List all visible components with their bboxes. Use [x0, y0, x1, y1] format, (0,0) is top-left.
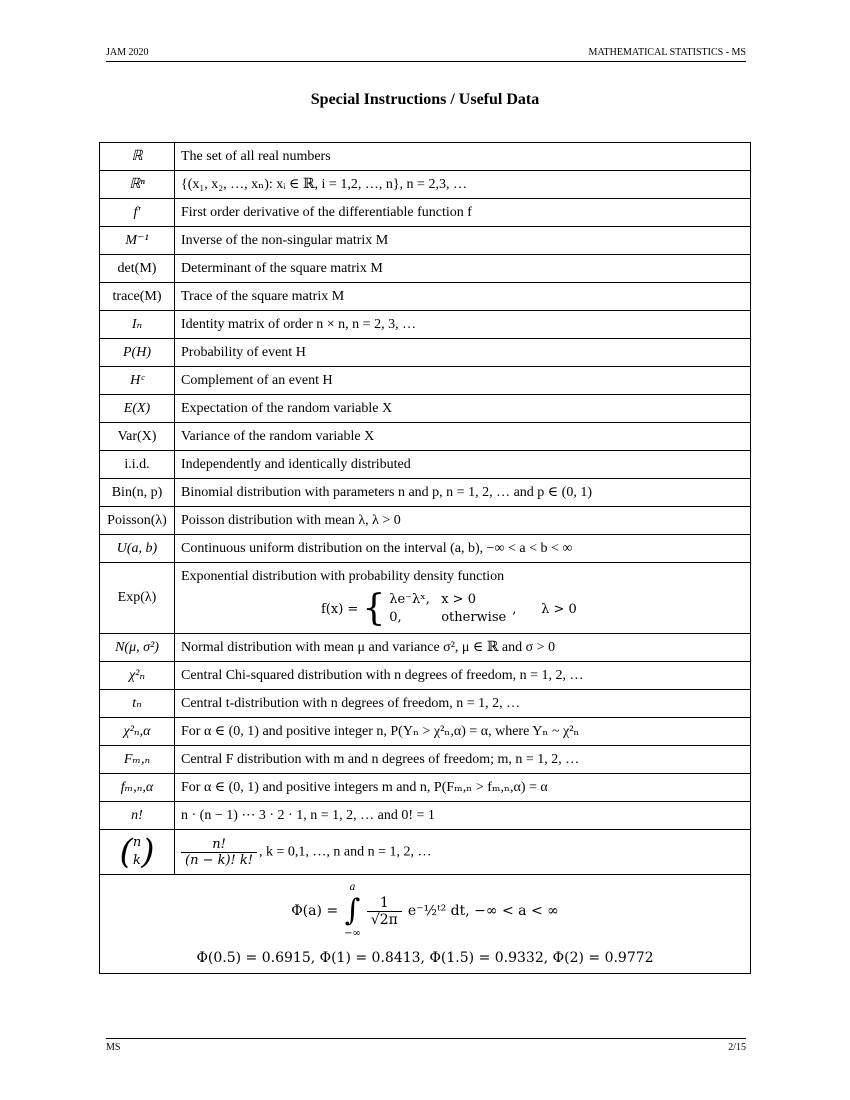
symbol-cell [100, 830, 175, 875]
table-row [100, 774, 751, 802]
description-cell: For α ∈ (0, 1) and positive integers m and n, P(Fₘ,ₙ > fₘ,ₙ,α) = α [175, 774, 751, 802]
symbol-cell: M⁻¹ [100, 227, 175, 255]
symbol-cell: P(H) [100, 339, 175, 367]
table-row [100, 367, 751, 395]
symbol-cell: χ²ₙ,α [100, 718, 175, 746]
symbol-cell: fₘ,ₙ,α [100, 774, 175, 802]
phi-fraction [367, 895, 402, 928]
page-title: Special Instructions / Useful Data [310, 91, 540, 108]
case2-value: 0, [389, 610, 402, 625]
table-row [100, 479, 751, 507]
description-cell: The set of all real numbers [175, 143, 751, 171]
binom-bottom: k [133, 853, 141, 868]
table-row-exp [100, 563, 751, 634]
table-row-binomial-coefficient [100, 830, 751, 875]
table-row [100, 283, 751, 311]
case1-value: λe⁻λˣ, [389, 592, 430, 607]
description-cell: Normal distribution with mean μ and variance σ², μ ∈ ℝ and σ > 0 [175, 634, 751, 662]
symbol-cell: n! [100, 802, 175, 830]
binomial-symbol: ( n k ) [119, 832, 155, 872]
binomial-fraction [181, 837, 257, 868]
description-cell: Continuous uniform distribution on the interval (a, b), −∞ < a < b < ∞ [175, 535, 751, 563]
table-row [100, 451, 751, 479]
header-subject: MATHEMATICAL STATISTICS - MS [588, 47, 746, 58]
pdf-lhs: f(x) = [321, 601, 359, 617]
table-row [100, 227, 751, 255]
symbol-cell: ℝⁿ [100, 171, 175, 199]
symbol-cell: N(μ, σ²) [100, 634, 175, 662]
description-cell: Determinant of the square matrix M [175, 255, 751, 283]
phi-definition [106, 882, 744, 940]
exp-pdf-formula [321, 588, 744, 629]
symbol-cell: trace(M) [100, 283, 175, 311]
case2-condition: otherwise [441, 610, 507, 625]
header-exam: JAM 2020 [106, 47, 149, 58]
phi-integrand: e⁻½ᵗ² dt, −∞ < a < ∞ [407, 903, 559, 919]
symbol-cell: Hᶜ [100, 367, 175, 395]
table-row [100, 662, 751, 690]
symbol-cell: U(a, b) [100, 535, 175, 563]
exp-description: Exponential distribution with probability density function [181, 569, 505, 584]
integral-sign: a ∫ −∞ [344, 882, 361, 939]
binom-top: n [132, 835, 142, 850]
table-row [100, 311, 751, 339]
description-cell: Poisson distribution with mean λ, λ > 0 [175, 507, 751, 535]
symbol-cell: Poisson(λ) [100, 507, 175, 535]
table-row-phi [100, 875, 751, 974]
table-row [100, 746, 751, 774]
description-cell: {(x₁, x₂, …, xₙ): xᵢ ∈ ℝ, i = 1,2, …, n}, n = 2,3, … [175, 171, 751, 199]
description-cell: Independently and identically distributed [175, 451, 751, 479]
symbol-cell: i.i.d. [100, 451, 175, 479]
page-footer [106, 1038, 746, 1053]
description-cell: Central Chi-squared distribution with n degrees of freedom, n = 1, 2, … [175, 662, 751, 690]
description-cell: Complement of an event H [175, 367, 751, 395]
integral-lower-limit: −∞ [344, 928, 361, 939]
table-row [100, 507, 751, 535]
table-row [100, 199, 751, 227]
table-row [100, 143, 751, 171]
symbol-cell: det(M) [100, 255, 175, 283]
description-cell: Identity matrix of order n × n, n = 2, 3, … [175, 311, 751, 339]
piecewise-cases [389, 591, 506, 627]
page-header [106, 47, 746, 62]
integral-upper-limit: a [349, 882, 356, 893]
symbol-cell: Iₙ [100, 311, 175, 339]
table-row [100, 634, 751, 662]
description-cell: Variance of the random variable X [175, 423, 751, 451]
description-cell: Inverse of the non-singular matrix M [175, 227, 751, 255]
description-cell: Probability of event H [175, 339, 751, 367]
phi-frac-denominator: √2π [367, 911, 402, 928]
description-cell: Central F distribution with m and n degrees of freedom; m, n = 1, 2, … [175, 746, 751, 774]
description-cell: For α ∈ (0, 1) and positive integer n, P(Yₙ > χ²ₙ,α) = α, where Yₙ ~ χ²ₙ [175, 718, 751, 746]
table-row [100, 690, 751, 718]
table-row [100, 535, 751, 563]
pdf-parameter: , λ > 0 [512, 601, 577, 617]
symbol-cell: Fₘ,ₙ [100, 746, 175, 774]
description-cell [175, 830, 751, 875]
table-row [100, 802, 751, 830]
symbol-cell: E(X) [100, 395, 175, 423]
description-cell: Central t-distribution with n degrees of freedom, n = 1, 2, … [175, 690, 751, 718]
description-cell: Binomial distribution with parameters n and p, n = 1, 2, … and p ∈ (0, 1) [175, 479, 751, 507]
symbol-cell: f′ [100, 199, 175, 227]
table-row [100, 423, 751, 451]
symbol-cell: Bin(n, p) [100, 479, 175, 507]
description-cell: Trace of the square matrix M [175, 283, 751, 311]
symbol-cell: tₙ [100, 690, 175, 718]
table-row [100, 339, 751, 367]
footer-code: MS [106, 1042, 121, 1053]
phi-frac-numerator: 1 [379, 894, 389, 911]
symbol-cell: Var(X) [100, 423, 175, 451]
description-cell: n · (n − 1) ⋯ 3 · 2 · 1, n = 1, 2, … and 0! = 1 [175, 802, 751, 830]
frac-numerator: n! [212, 836, 226, 852]
symbol-cell: Exp(λ) [100, 563, 175, 634]
binomial-range: , k = 0,1, …, n and n = 1, 2, … [259, 844, 432, 860]
table-row [100, 718, 751, 746]
symbol-cell: ℝ [100, 143, 175, 171]
phi-lhs: Φ(a) = [291, 903, 339, 919]
symbol-cell: χ²ₙ [100, 662, 175, 690]
page-number: 2/15 [728, 1042, 746, 1053]
phi-cell [100, 875, 751, 974]
table-row [100, 255, 751, 283]
table-row [100, 395, 751, 423]
left-brace: { [362, 588, 386, 629]
table-row [100, 171, 751, 199]
notation-table [99, 142, 751, 974]
description-cell: Expectation of the random variable X [175, 395, 751, 423]
phi-values: Φ(0.5) = 0.6915, Φ(1) = 0.8413, Φ(1.5) = 0.9332, Φ(2) = 0.9772 [196, 950, 654, 966]
description-cell [175, 563, 751, 634]
case1-condition: x > 0 [441, 592, 476, 607]
description-cell: First order derivative of the differentiable function f [175, 199, 751, 227]
frac-denominator: (n − k)! k! [181, 852, 257, 868]
